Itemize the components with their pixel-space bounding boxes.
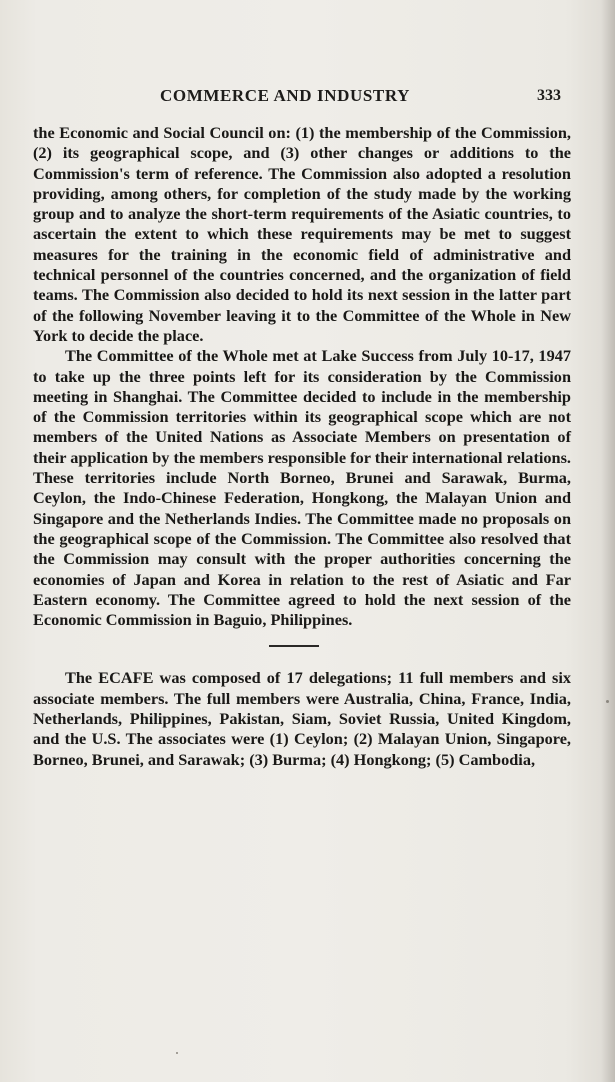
paper-speck: [606, 700, 609, 703]
paragraph-2: The Committee of the Whole met at Lake Success from July 10-17, 1947 to take up the three points left for its consideration by the Commission meeting in Shanghai. The Committee decided to include in the membership of the Commission territories within its geographical scope which are not members of the United Nations as Associate Members on presentation of their application by the members responsible for their international relations. These territories include North Borneo, Brunei and Sarawak, Burma, Ceylon, the Indo-Chinese Federation, Hongkong, the Malayan Union and Singapore and the Netherlands Indies. The Committee made no proposals on the geographical scope of the Commission. The Committee also resolved that the Commission may consult with the proper authorities concerning the economies of Japan and Korea in relation to the rest of Asiatic and Far Eastern economy. The Committee agreed to hold the next session of the Economic Commission in Baguio, Philippines.: [33, 346, 571, 630]
section-divider: [269, 645, 319, 647]
paper-speck: [176, 1052, 178, 1054]
body-text: [33, 123, 571, 770]
paragraph-3: The ECAFE was composed of 17 delegations; 11 full members and six associate members. The full members were Australia, China, France, India, Netherlands, Philippines, Pakistan, Siam, Soviet Russia, United Kingdom, and the U.S. The associates were (1) Ceylon; (2) Malayan Union, Singapore, Borneo, Brunei, and Sarawak; (3) Burma; (4) Hongkong; (5) Cambodia,: [33, 668, 571, 769]
page-header: [0, 86, 615, 112]
running-head: COMMERCE AND INDUSTRY: [160, 86, 411, 105]
paragraph-1: the Economic and Social Council on: (1) the membership of the Commission, (2) its geographical scope, and (3) other changes or additions to the Commission's term of reference. The Commission also adopted a resolution providing, among others, for completion of the study made by the working group and to analyze the short-term requirements of the Asiatic countries, to ascertain the extent to which these requirements may be met to suggest measures for the training in the economic field of administrative and technical personnel of the countries concerned, and the organization of field teams. The Commission also decided to hold its next session in the latter part of the following November leaving it to the Committee of the Whole in New York to decide the place.: [33, 123, 571, 345]
page-edge-shadow: [601, 0, 615, 1082]
page-number: 333: [537, 87, 561, 104]
